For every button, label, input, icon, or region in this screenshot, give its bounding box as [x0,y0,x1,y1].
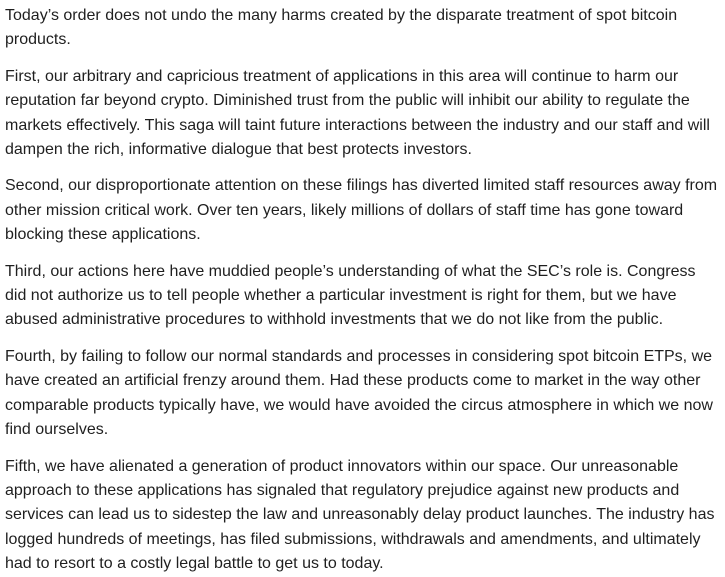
paragraph-fourth: Fourth, by failing to follow our normal standards and processes in considering spot bitcoin ETPs, we have created an artificial frenzy around them. Had these products come to market in the way other comparable products typically have, we would have avoided the circus atmosphere in which we now find ourselves. [5,347,713,439]
paragraph-first: First, our arbitrary and capricious treatment of applications in this area will continue to harm our reputation far beyond crypto. Diminished trust from the public will inhibit our ability to regulate the markets effectively. This saga will taint future interactions between the industry and our staff and will dampen the rich, informative dialogue that best protects investors. [5,67,710,159]
paragraph-fifth: Fifth, we have alienated a generation of product innovators within our space. Our unreasonable approach to these applications has signaled that regulatory prejudice against new products and services can lead us to sidestep the law and unreasonably delay product launches. The industry has logged hundreds of meetings, has filed submissions, withdrawals and amendments, and ultimately had to resort to a costly legal battle to get us to today. [5,457,715,573]
paragraph-second: Second, our disproportionate attention on these filings has diverted limited staff resources away from other mission critical work. Over ten years, likely millions of dollars of staff time has gone toward blocking these applications. [5,177,718,244]
paragraph-intro: Today’s order does not undo the many harms created by the disparate treatment of spot bitcoin products. [5,7,678,49]
paragraph-third: Third, our actions here have muddied people’s understanding of what the SEC’s role is. Congress did not authorize us to tell people whether a particular investment is right for them, but we have abused administrative procedures to withhold investments that we do not like from the public. [5,262,696,329]
